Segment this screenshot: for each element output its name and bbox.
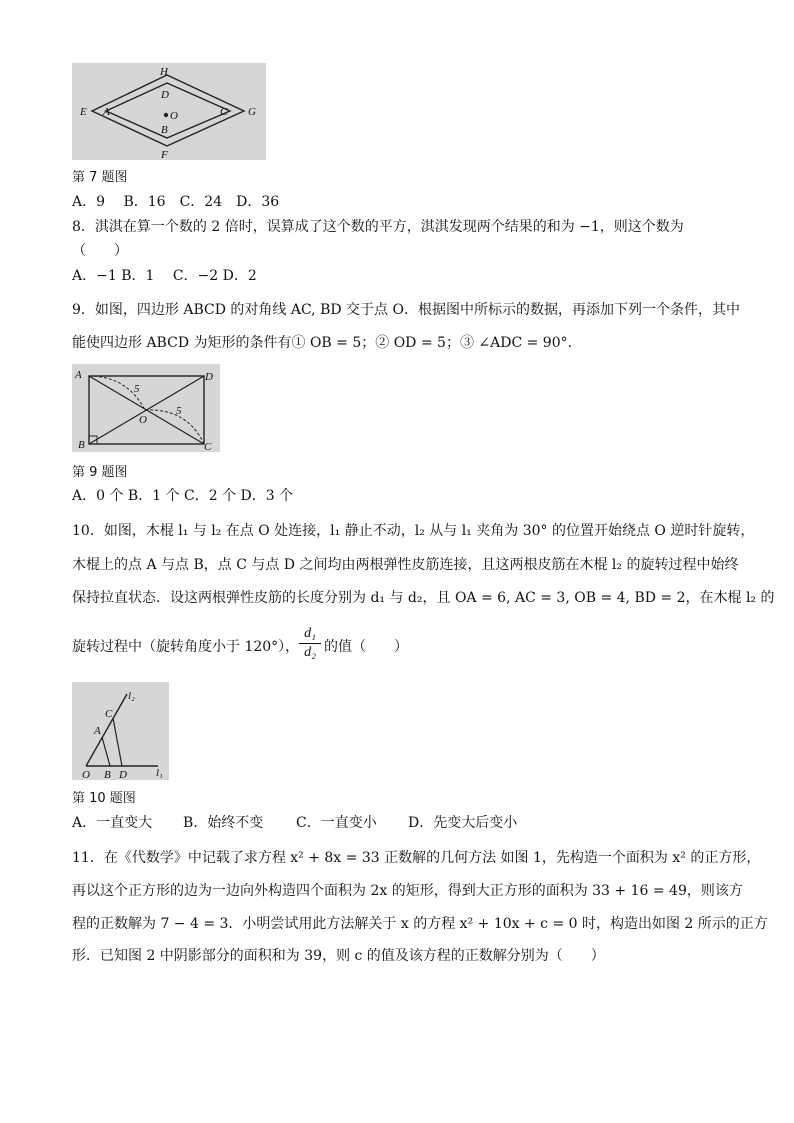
figure-9 <box>72 364 220 452</box>
figure-7 <box>72 63 266 160</box>
label-l1: l₁ <box>156 767 163 779</box>
q11-text-line4: 形．已知图 2 中阴影部分的面积和为 39，则 c 的值及该方程的正数解分别为（ ） <box>72 948 605 964</box>
q7-options: A．9 B．16 C．24 D．36 <box>72 194 280 210</box>
center-point <box>164 113 168 117</box>
band-AB <box>102 737 110 766</box>
fig9-caption: 第 9 题图 <box>72 465 128 480</box>
label-F: F <box>161 149 168 160</box>
q11-text-line2: 再以这个正方形的边为一边向外构造四个面积为 2x 的矩形，得到大正方形的面积为 33 + 16 = 49，则该方 <box>72 883 743 899</box>
q10-text-line4b: 的值（ ） <box>324 639 408 655</box>
label-O: O <box>139 414 147 426</box>
label-E: E <box>80 106 87 118</box>
q10-text-line2: 木棍上的点 A 与点 B，点 C 与点 D 之间均由两根弹性皮筋连接，且这两根皮筋在木棍 l₂ 的旋转过程中始终 <box>72 557 739 573</box>
label-B: B <box>161 124 168 136</box>
band-CD <box>113 718 122 766</box>
q10-option-b: B．始终不变 <box>183 815 264 831</box>
figure-10 <box>72 682 169 780</box>
label-G: G <box>248 106 256 118</box>
fraction-bar <box>299 643 321 644</box>
fig10-caption: 第 10 题图 <box>72 791 136 806</box>
q11-text-line3: 程的正数解为 7 − 4 = 3．小明尝试用此方法解关于 x 的方程 x² + 10x + c = 0 时，构造出如图 2 所示的正方 <box>72 916 768 932</box>
label-O: O <box>170 110 178 122</box>
q10-option-d: D．先变大后变小 <box>408 815 518 831</box>
q10-option-c: C．一直变小 <box>296 815 377 831</box>
label-D: D <box>119 769 127 780</box>
label-O: O <box>82 769 90 780</box>
q11-text-line1: 11．在《代数学》中记载了求方程 x² + 8x = 33 正数解的几何方法 如图 1，先构造一个面积为 x² 的正方形， <box>72 850 761 866</box>
fig7-caption: 第 7 题图 <box>72 170 128 185</box>
q10-text-line3: 保持拉直状态．设这两根弹性皮筋的长度分别为 d₁ 与 d₂，且 OA = 6, AC = 3, OB = 4, BD = 2，在木棍 l₂ 的 <box>72 590 775 606</box>
q8-text-line1: 8．淇淇在算一个数的 2 倍时，误算成了这个数的平方，淇淇发现两个结果的和为 −1，则这个数为 <box>72 219 684 235</box>
label-5-lower: 5 <box>176 405 182 417</box>
label-A: A <box>94 725 101 737</box>
label-H: H <box>160 66 168 78</box>
q8-options: A．−1 B．1 C．−2 D．2 <box>72 268 257 284</box>
label-C: C <box>220 106 228 118</box>
q8-text-line2: （ ） <box>72 243 128 259</box>
label-C: C <box>204 441 212 452</box>
q10-text-line4a: 旋转过程中（旋转角度小于 120°）， <box>72 639 300 655</box>
q10-fraction <box>299 626 321 661</box>
q10-option-a: A．一直变大 <box>72 815 153 831</box>
fraction-numerator: d₁ <box>304 626 316 641</box>
label-C: C <box>105 708 113 720</box>
label-A: A <box>103 106 110 118</box>
label-A: A <box>75 369 82 381</box>
label-5-upper: 5 <box>134 383 140 395</box>
label-l2: l₂ <box>128 690 135 702</box>
q9-text-line2: 能使四边形 ABCD 为矩形的条件有① OB = 5；② OD = 5；③ ∠ADC = 90°． <box>72 335 582 351</box>
label-D: D <box>161 89 169 101</box>
q9-options: A．0 个 B．1 个 C．2 个 D．3 个 <box>72 488 294 504</box>
q10-text-line1: 10．如图，木棍 l₁ 与 l₂ 在点 O 处连接，l₁ 静止不动，l₂ 从与 l₁ 夹角为 30° 的位置开始绕点 O 逆时针旋转， <box>72 523 755 539</box>
q9-text-line1: 9．如图，四边形 ABCD 的对角线 AC, BD 交于点 O．根据图中所标示的数据，再添加下列一个条件，其中 <box>72 302 740 318</box>
label-B: B <box>104 769 111 780</box>
fraction-denominator: d₂ <box>304 645 316 660</box>
label-B: B <box>78 439 85 451</box>
label-D: D <box>205 371 213 383</box>
